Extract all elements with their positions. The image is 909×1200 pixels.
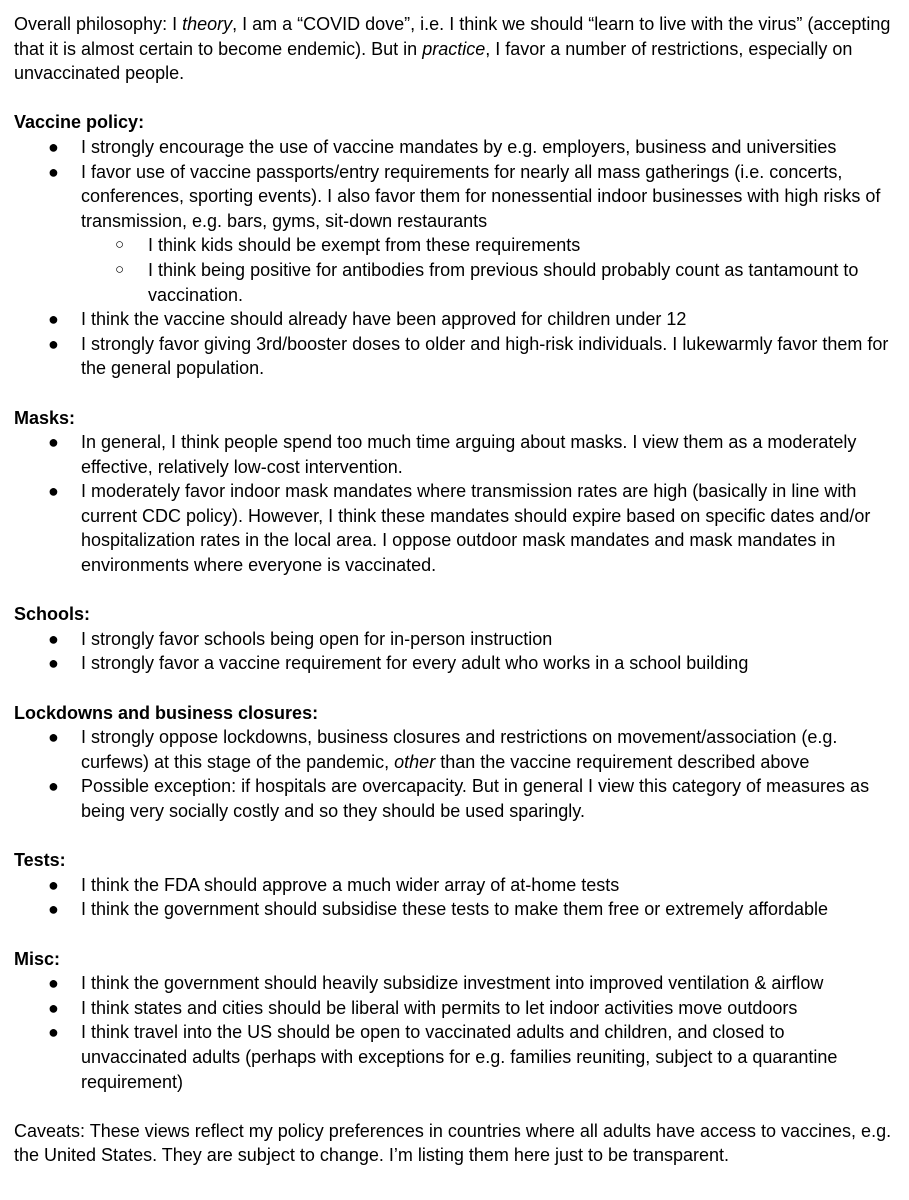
list-item-text: I strongly favor schools being open for in-person instruction bbox=[81, 628, 553, 649]
list-item bbox=[14, 332, 895, 381]
list-item-text: I strongly favor giving 3rd/booster doses to older and high-risk individuals. I lukewarmly favor them for the general population. bbox=[81, 333, 889, 379]
list-item-text: I think states and cities should be liberal with permits to let indoor activities move outdoors bbox=[81, 997, 798, 1018]
sub-list-item bbox=[81, 258, 895, 307]
list-item-text: I think the vaccine should already have been approved for children under 12 bbox=[81, 309, 687, 330]
hollow-bullet-icon: ○ bbox=[115, 260, 125, 278]
vaccine-heading: Vaccine policy: bbox=[14, 112, 145, 133]
sub-list-item-text: I think being positive for antibodies from previous should probably count as tantamount to vaccination. bbox=[148, 259, 859, 305]
lockdowns-heading: Lockdowns and business closures: bbox=[14, 702, 319, 723]
list-item bbox=[14, 971, 895, 996]
bullet-icon: ● bbox=[48, 997, 59, 1018]
list-item bbox=[14, 873, 895, 898]
bullet-icon: ● bbox=[48, 973, 59, 994]
bullet-icon: ● bbox=[48, 1022, 59, 1043]
list-item-text: I strongly encourage the use of vaccine mandates by e.g. employers, business and universities bbox=[81, 136, 837, 157]
intro-emphasis-practice: practice bbox=[422, 38, 486, 59]
intro-emphasis-theory: theory bbox=[182, 14, 233, 34]
list-item bbox=[14, 430, 895, 479]
list-item bbox=[14, 627, 895, 652]
list-item-text: I strongly favor a vaccine requirement for every adult who works in a school building bbox=[81, 653, 749, 674]
intro-text-1: Overall philosophy: I bbox=[14, 14, 183, 34]
list-item-text: I think the FDA should approve a much wider array of at-home tests bbox=[81, 874, 620, 895]
intro-text-3: , I favor a number of restrictions, especially on unvaccinated people. bbox=[14, 38, 853, 84]
list-item-text: Possible exception: if hospitals are overcapacity. But in general I view this category of measures as being very socially costly and so they should be used sparingly. bbox=[81, 776, 870, 821]
list-item bbox=[14, 897, 895, 922]
vaccine-sublist bbox=[81, 233, 895, 307]
schools-list bbox=[14, 627, 895, 676]
bullet-icon: ● bbox=[48, 653, 59, 674]
list-item-text: I think the government should heavily subsidize investment into improved ventilation & airflow bbox=[81, 973, 824, 994]
list-item bbox=[14, 160, 895, 308]
list-item-text: In general, I think people spend too much time arguing about masks. I view them as a moderately effective, relatively low-cost intervention. bbox=[81, 432, 857, 477]
bullet-icon: ● bbox=[48, 727, 59, 748]
lockdowns-list bbox=[14, 725, 895, 823]
intro-text-2: , I am a “COVID dove”, i.e. I think we should “learn to live with the virus” (accepting that it is almost certain to become endemic). But in bbox=[14, 14, 891, 59]
bullet-icon: ● bbox=[48, 899, 59, 920]
list-item bbox=[14, 1020, 895, 1094]
list-item bbox=[14, 651, 895, 676]
bullet-icon: ● bbox=[48, 481, 59, 502]
caveats-paragraph: Caveats: These views reflect my policy preferences in countries where all adults have access to vaccines, e.g. the United States. They are subject to change. I’m listing them here just to be transparent. bbox=[14, 1120, 892, 1166]
schools-heading: Schools: bbox=[14, 604, 91, 625]
bullet-icon: ● bbox=[48, 874, 59, 895]
hollow-bullet-icon: ○ bbox=[115, 236, 125, 254]
list-item bbox=[14, 996, 895, 1021]
list-item-text: I favor use of vaccine passports/entry requirements for nearly all mass gatherings (i.e. concerts, conferences, sporting events). I also favor them for nonessential indoor businesses with high risks of transmission, e.g. bars, gyms, sit-down restaurants bbox=[81, 161, 881, 231]
list-item-text-a: I strongly oppose lockdowns, business closures and restrictions on movement/association (e.g. curfews) at this stage of the pandemic, bbox=[81, 727, 838, 772]
list-item bbox=[14, 307, 895, 332]
tests-list bbox=[14, 873, 895, 922]
list-item bbox=[14, 135, 895, 160]
list-item-text: I think travel into the US should be open to vaccinated adults and children, and closed to unvaccinated adults (perhaps with exceptions for e.g. families reuniting, subject to a quarantine requirement) bbox=[81, 1022, 838, 1092]
bullet-icon: ● bbox=[48, 432, 59, 453]
bullet-icon: ● bbox=[48, 136, 59, 157]
bullet-icon: ● bbox=[48, 628, 59, 649]
sub-list-item-text: I think kids should be exempt from these requirements bbox=[148, 235, 581, 256]
tests-heading: Tests: bbox=[14, 850, 66, 871]
bullet-icon: ● bbox=[48, 161, 59, 182]
sub-list-item bbox=[81, 233, 895, 258]
list-item-text: I think the government should subsidise these tests to make them free or extremely affordable bbox=[81, 899, 829, 920]
masks-list bbox=[14, 430, 895, 578]
intro-paragraph bbox=[14, 12, 895, 86]
list-item bbox=[14, 774, 895, 823]
list-item-text-b: than the vaccine requirement described above bbox=[435, 751, 810, 772]
list-item-text: I moderately favor indoor mask mandates where transmission rates are high (basically in line with current CDC policy). However, I think these mandates should expire based on specific dates and/or hospitalization rates in the local area. I oppose outdoor mask mandates and mask mandates in environments where everyone is vaccinated. bbox=[81, 481, 871, 576]
list-item bbox=[14, 725, 895, 774]
bullet-icon: ● bbox=[48, 776, 59, 797]
bullet-icon: ● bbox=[48, 333, 59, 354]
emphasis-other: other bbox=[394, 751, 436, 772]
masks-heading: Masks: bbox=[14, 407, 76, 428]
bullet-icon: ● bbox=[48, 309, 59, 330]
misc-heading: Misc: bbox=[14, 948, 61, 969]
misc-list bbox=[14, 971, 895, 1094]
vaccine-list bbox=[14, 135, 895, 381]
list-item bbox=[14, 479, 895, 577]
